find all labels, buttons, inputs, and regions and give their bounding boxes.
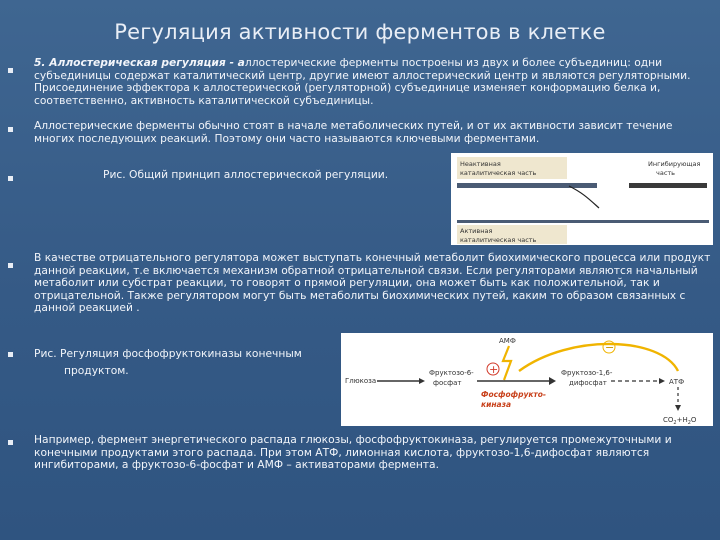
figure2-caption-line2: продуктом. bbox=[64, 364, 129, 377]
sign-plus: + bbox=[489, 363, 499, 376]
label-f16dp-1: Фруктозо-1,6- bbox=[561, 369, 613, 377]
label-f6p-1: Фруктозо-6- bbox=[429, 369, 474, 377]
label-pfk-2: киназа bbox=[481, 400, 512, 409]
figure-pfk-regulation bbox=[341, 333, 713, 426]
bullet-2 bbox=[8, 127, 13, 132]
paragraph-body: В качестве отрицательного регулятора может выступать конечный метаболит биохимического процесса или продукт данной реакции, т.е включается механизм обратной отрицательной связи. Если регуляторами являются начальный метаболит или субстрат реакции, то говорят о прямой регуляции, она может быть как положительной, так и отрицательной. Также регулятором могут быть метаболиты биохимических путей, каким то образом связанных с данной реакцией . bbox=[34, 251, 711, 315]
enzyme-bar-lower bbox=[457, 220, 709, 223]
figure2-caption bbox=[34, 347, 302, 377]
paragraph-pfk-example bbox=[34, 434, 712, 472]
figure-allosteric-principle bbox=[451, 153, 713, 245]
label-inactive-2: каталитическая часть bbox=[460, 169, 537, 177]
label-f16dp-2: дифосфат bbox=[569, 379, 607, 387]
label-co2-h2o: $CO_2+H_2O$ bbox=[663, 416, 697, 426]
paragraph-key-enzymes bbox=[34, 120, 712, 145]
allosteric-diagram bbox=[451, 153, 713, 245]
enzyme-bar-upper bbox=[457, 183, 597, 188]
slide-title: Регуляция активности ферментов в клетке bbox=[114, 20, 606, 44]
label-atp: АТФ bbox=[669, 378, 685, 386]
bullet-5 bbox=[8, 352, 13, 357]
paragraph-body: Аллостерические ферменты обычно стоят в начале метаболических путей, и от их активности зависит течение многих последующих реакций. Поэтому они часто называются ключевыми ферментами. bbox=[34, 119, 673, 145]
label-inactive-1: Неактивная bbox=[460, 160, 501, 168]
figure1-caption: Рис. Общий принцип аллостерической регуляции. bbox=[103, 168, 389, 181]
label-f6p-2: фосфат bbox=[433, 379, 462, 387]
label-glucose: Глюкоза bbox=[345, 377, 377, 385]
label-inhib-2: часть bbox=[656, 169, 676, 177]
label-active-1: Активная bbox=[460, 227, 493, 235]
inhibitor-bar bbox=[629, 183, 707, 188]
bullet-1 bbox=[8, 68, 13, 73]
paragraph-allosteric-definition bbox=[34, 57, 712, 107]
paragraph-lead: 5. Аллостерическая регуляция - а bbox=[34, 56, 245, 69]
label-amp: АМФ bbox=[499, 337, 516, 345]
label-active-2: каталитическая часть bbox=[460, 236, 537, 244]
figure2-caption-line1: Рис. Регуляция фосфофруктокиназы конечным bbox=[34, 347, 302, 360]
paragraph-body: Например, фермент энергетического распада глюкозы, фосфофруктокиназа, регулируется промежуточными и конечными продуктами этого распада. При этом АТФ, лимонная кислота, фруктозо-1,6-дифосфат являются ингибиторами, а фруктозо-6-фосфат и АМФ – активаторами фермента. bbox=[34, 433, 672, 472]
label-pfk-1: Фосфофрукто- bbox=[481, 390, 547, 399]
bullet-3 bbox=[8, 176, 13, 181]
sign-minus: − bbox=[605, 341, 615, 354]
pfk-diagram bbox=[341, 333, 713, 426]
label-inhib-1: Ингибирующая bbox=[648, 160, 701, 168]
paragraph-negative-regulation bbox=[34, 252, 712, 315]
bullet-6 bbox=[8, 440, 13, 445]
bullet-4 bbox=[8, 263, 13, 268]
paragraph-body: ллостерические ферменты построены из двух и более субъединиц: одни субъединицы содержат каталитический центр, другие имеют аллостерический центр и являются регуляторными. Присоединение эффектора к аллостерической (регуляторной) субъединице изменяет конформацию белка и, соответственно, активность каталитической субъединицы. bbox=[34, 56, 691, 107]
